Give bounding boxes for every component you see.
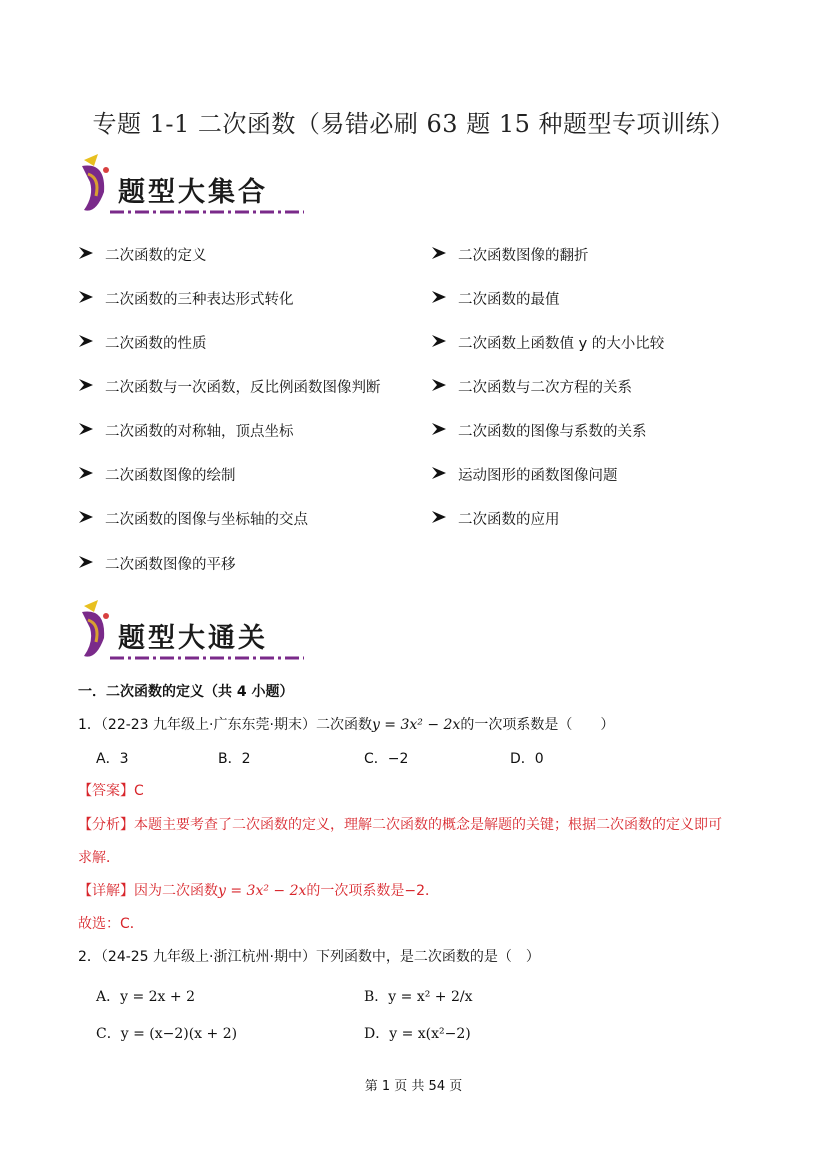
banner-title: 题型大通关 (118, 623, 268, 654)
arrow-icon (431, 466, 447, 480)
arrow-icon (431, 378, 447, 392)
analysis-line-1: 【分析】本题主要考查了二次函数的定义，理解二次函数的概念是解题的关键；根据二次函数的定义即可 (78, 817, 722, 833)
arrow-icon (431, 510, 447, 524)
option-a: A．y = 2x + 2 (96, 989, 195, 1005)
question-2-stem: 2．（24-25 九年级上·浙江杭州·期中）下列函数中，是二次函数的是（ ） (78, 949, 540, 965)
option-b: B．2 (218, 751, 251, 767)
choice-line: 故选：C． (78, 916, 144, 932)
arrow-icon (78, 510, 94, 524)
page-title: 专题 1-1 二次函数（易错必刷 63 题 15 种题型专项训练） (92, 110, 735, 138)
option-d: D．0 (510, 751, 544, 767)
section-banner-practice (76, 598, 316, 670)
answer-line: 【答案】C (78, 783, 144, 799)
detail-line: 【详解】因为二次函数y = 3x² − 2x的一次项系数是−2． (78, 883, 440, 899)
question-1-stem: 1．（22-23 九年级上·广东东莞·期末）二次函数y = 3x² − 2x的一次项系数是（ ） (78, 717, 615, 733)
arrow-icon (78, 334, 94, 348)
option-c: C．−2 (364, 751, 409, 767)
option-a: A．3 (96, 751, 129, 767)
analysis-line-2: 求解． (78, 850, 120, 866)
arrow-icon (431, 246, 447, 260)
arrow-icon (431, 422, 447, 436)
arrow-icon (78, 466, 94, 480)
option-b: B．y = x² + 2/x (364, 989, 473, 1005)
arrow-icon (431, 334, 447, 348)
section-heading: 一．二次函数的定义（共 4 小题） (78, 684, 294, 700)
arrow-icon (78, 246, 94, 260)
arrow-icon (78, 378, 94, 392)
option-c: C．y = (x−2)(x + 2) (96, 1026, 238, 1042)
arrow-icon (78, 290, 94, 304)
arrow-icon (78, 422, 94, 436)
banner-title: 题型大集合 (118, 177, 268, 208)
option-d: D．y = x(x²−2) (364, 1026, 471, 1042)
arrow-icon (431, 290, 447, 304)
page-footer: 第 1 页 共 54 页 (364, 1079, 463, 1094)
section-banner-collection (76, 152, 316, 224)
arrow-icon (78, 555, 94, 569)
